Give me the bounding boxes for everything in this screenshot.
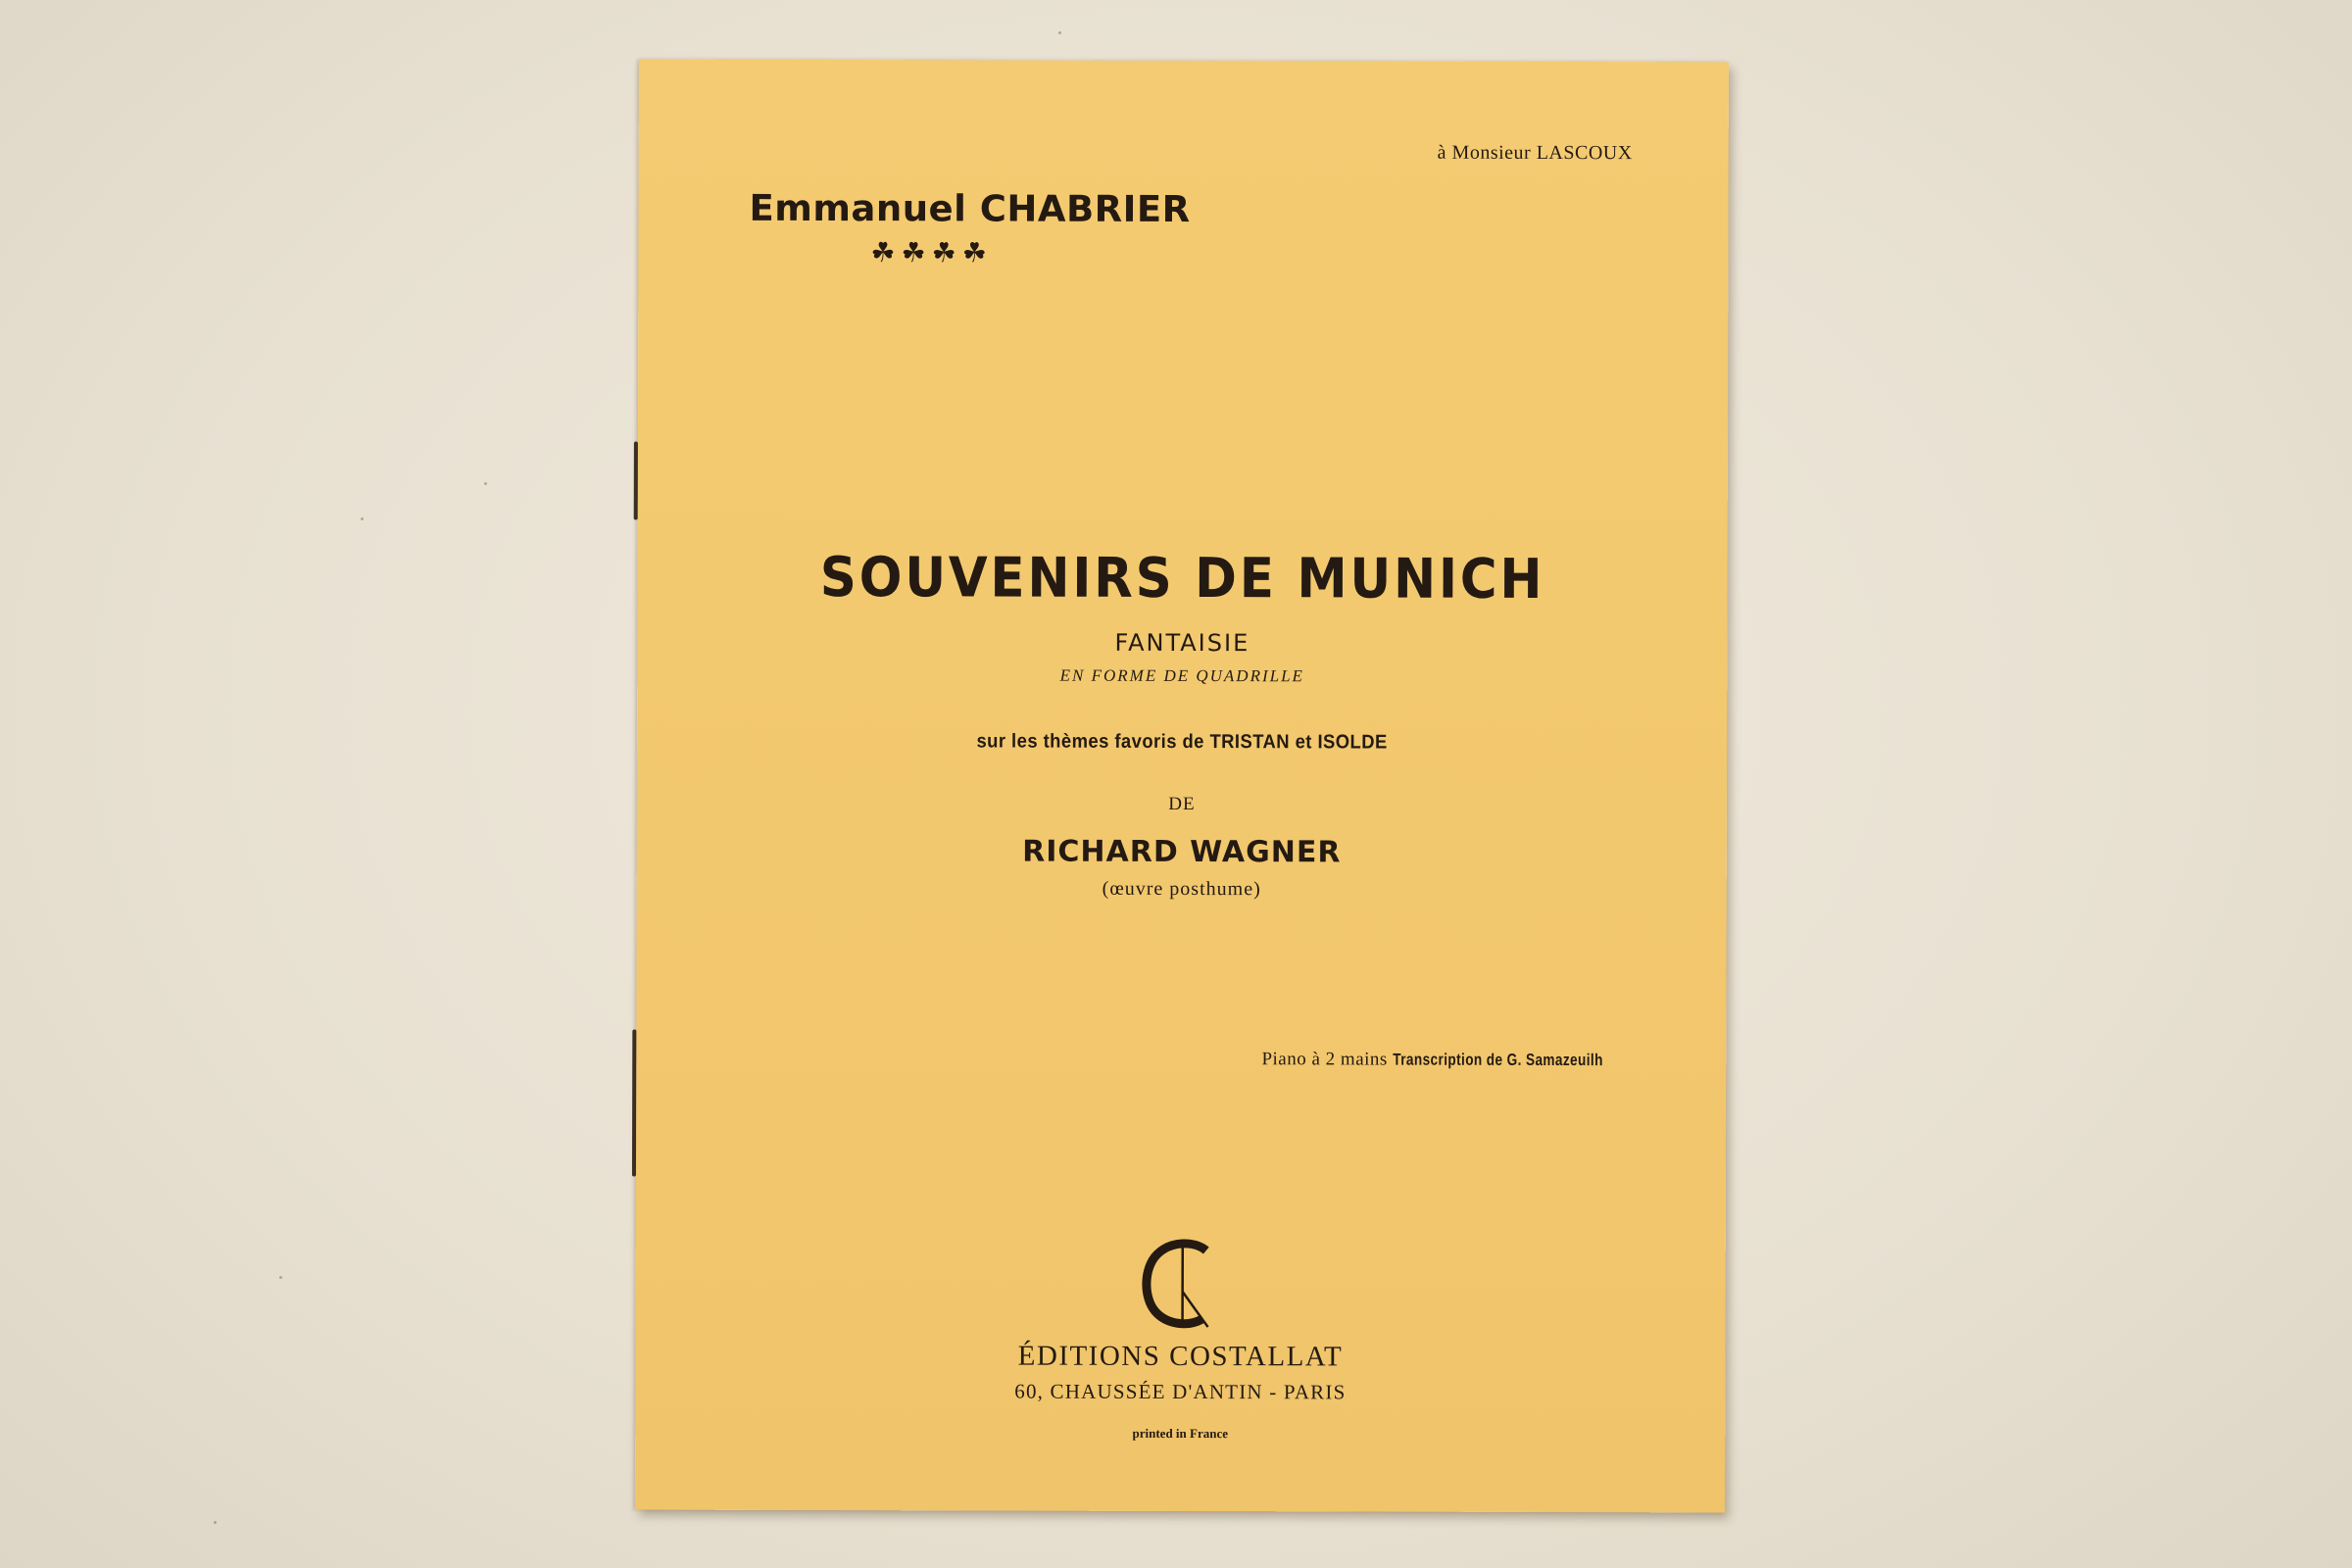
- staple-mark: [632, 1030, 636, 1177]
- work-subtitle: FANTAISIE: [1114, 628, 1250, 658]
- backdrop-speck: [1058, 31, 1061, 34]
- dedication: à Monsieur LASCOUX: [1437, 141, 1633, 165]
- composer-name: Emmanuel CHABRIER: [749, 186, 1191, 231]
- instrumentation-line: [1261, 1049, 1616, 1071]
- backdrop-speck: [214, 1521, 217, 1524]
- transcription-credit: Transcription de G. Samazeuilh: [1393, 1050, 1603, 1070]
- instrumentation: Piano à 2 mains: [1261, 1049, 1388, 1070]
- publisher-address: 60, CHAUSSÉE D'ANTIN - PARIS: [1014, 1379, 1347, 1404]
- staple-mark: [634, 442, 638, 520]
- publisher-logo-icon: [1138, 1237, 1226, 1335]
- de-label: DE: [1168, 793, 1196, 815]
- source-composer: RICHARD WAGNER: [1022, 834, 1342, 870]
- work-form: EN FORME DE QUADRILLE: [1059, 665, 1304, 686]
- themes-line: sur les thèmes favoris de TRISTAN et ISOLDE: [976, 730, 1388, 754]
- publisher-name: ÉDITIONS COSTALLAT: [1017, 1340, 1344, 1373]
- work-title: SOUVENIRS DE MUNICH: [819, 546, 1545, 612]
- backdrop-speck: [484, 482, 487, 485]
- clover-ornament-icon: ☘☘☘☘: [870, 236, 993, 270]
- backdrop-speck: [361, 517, 364, 520]
- backdrop-speck: [279, 1276, 282, 1279]
- printed-in-note: printed in France: [1132, 1425, 1229, 1442]
- work-note: (œuvre posthume): [1102, 877, 1261, 901]
- score-cover: [635, 60, 1729, 1513]
